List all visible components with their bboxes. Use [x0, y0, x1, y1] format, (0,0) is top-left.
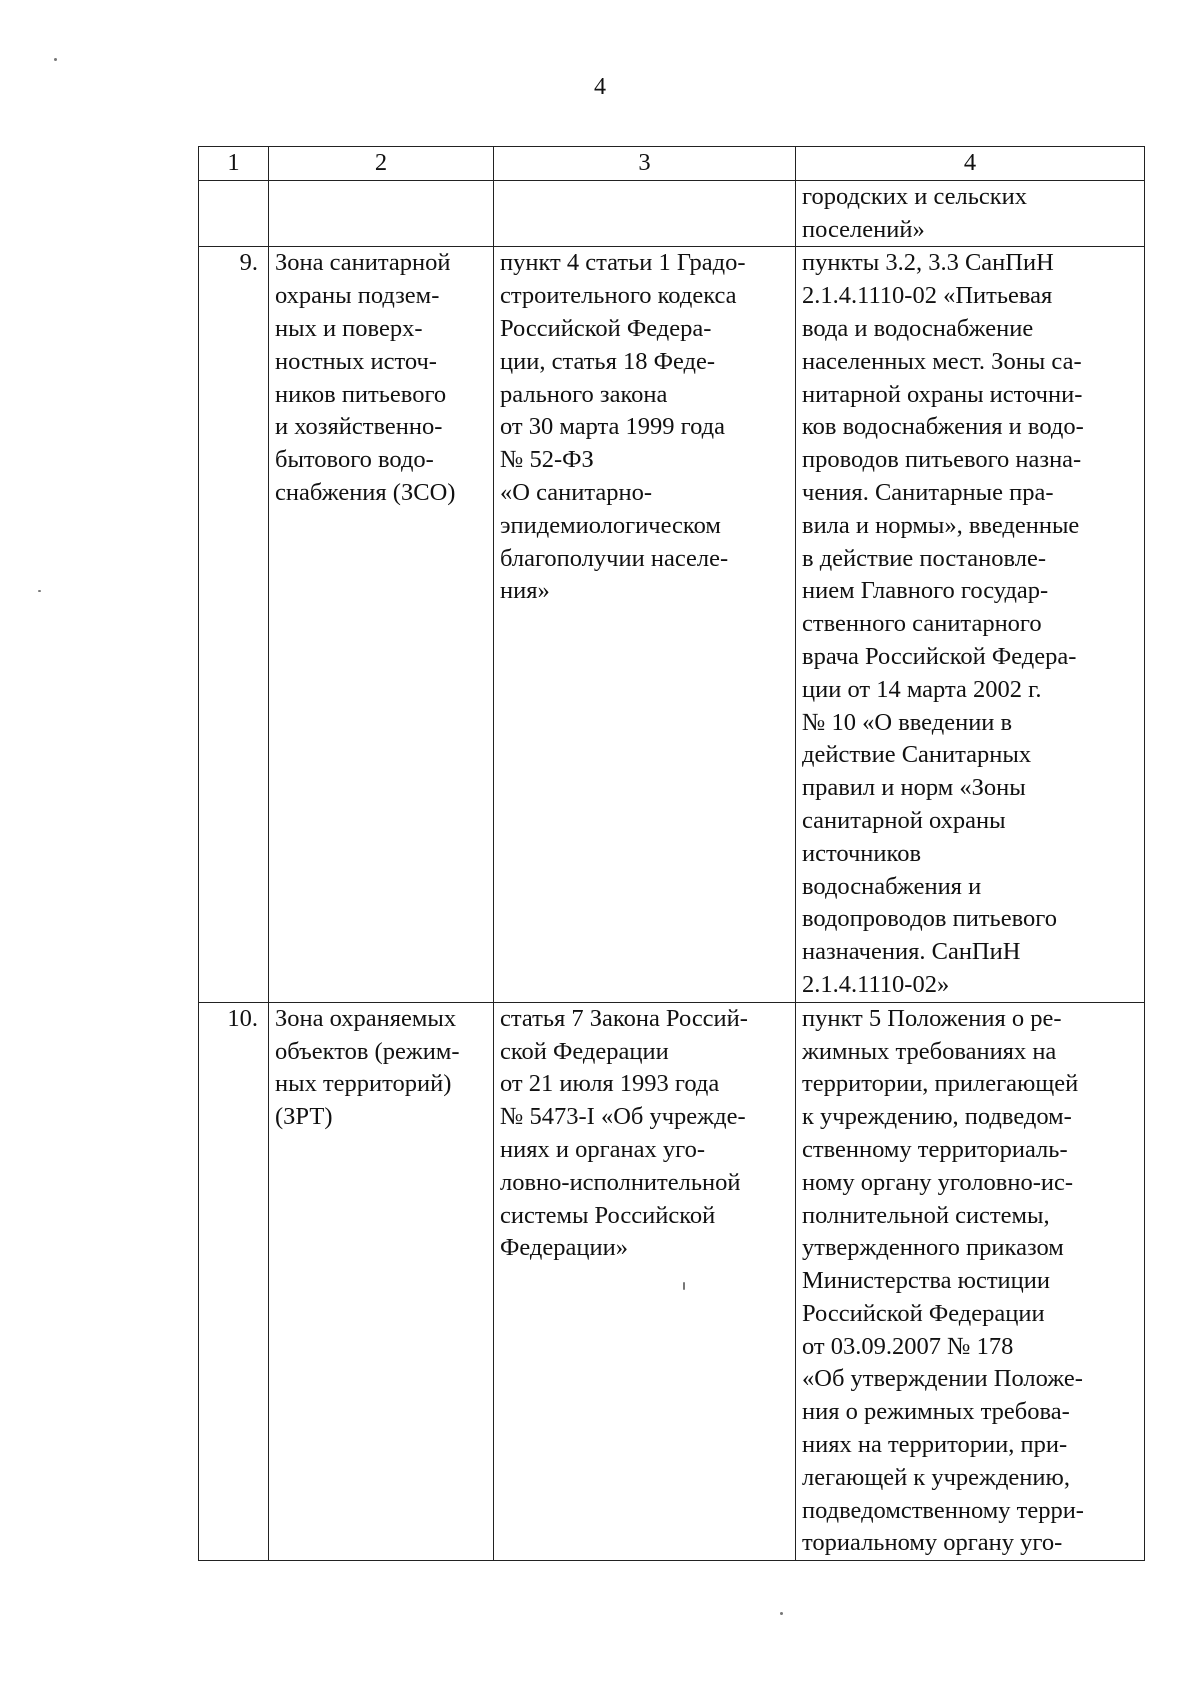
- cell-col4: [796, 247, 1145, 1002]
- scan-speck: [780, 1612, 783, 1615]
- scan-speck: [38, 590, 41, 592]
- cell-text-line: 2.1.4.1110-02 «Питьевая: [802, 282, 1053, 310]
- cell-text-line: № 5473-I «Об учрежде-: [500, 1103, 746, 1131]
- header-col-3: 3: [494, 147, 796, 181]
- cell-text-line: от 30 марта 1999 года: [500, 413, 725, 441]
- cell-text-line: Министерства юстиции: [802, 1267, 1050, 1295]
- header-col-1: 1: [199, 147, 269, 181]
- table-header-row: [199, 147, 1145, 181]
- regulation-table: [198, 146, 1145, 1561]
- cell-col4: [796, 180, 1145, 247]
- cell-text-line: ственному территориаль-: [802, 1135, 1068, 1163]
- cell-text-line: ственного санитарного: [802, 610, 1042, 638]
- cell-text-line: утвержденного приказом: [802, 1234, 1064, 1262]
- cell-text-line: ков водоснабжения и водо-: [802, 413, 1084, 441]
- cell-text-line: ния»: [500, 577, 550, 605]
- cell-text-line: эпидемиологическом: [500, 511, 721, 539]
- cell-text-line: водоснабжения и: [802, 872, 982, 900]
- row-number: 9.: [199, 247, 269, 1002]
- cell-text-line: к учреждению, подведом-: [802, 1103, 1072, 1131]
- cell-text-line: системы Российской: [500, 1201, 716, 1229]
- cell-text-line: правил и норм «Зоны: [802, 774, 1026, 802]
- cell-text-line: ториальному органу уго-: [802, 1529, 1063, 1557]
- cell-text-line: (ЗРТ): [275, 1103, 333, 1131]
- cell-text-line: вила и нормы», введенные: [802, 511, 1080, 539]
- cell-text-line: подведомственному терри-: [802, 1496, 1084, 1524]
- cell-text-line: ных территорий): [275, 1070, 452, 1098]
- cell-text-line: пункт 4 статьи 1 Градо-: [500, 249, 746, 277]
- cell-text-line: территории, прилегающей: [802, 1070, 1079, 1098]
- cell-text-line: «Об утверждении Положе-: [802, 1365, 1083, 1393]
- cell-text-line: снабжения (ЗСО): [275, 478, 456, 506]
- cell-text-line: охраны подзем-: [275, 282, 440, 310]
- cell-col3: [494, 180, 796, 247]
- cell-text-line: строительного кодекса: [500, 282, 737, 310]
- cell-text-line: ниях и органах уго-: [500, 1135, 705, 1163]
- cell-text-line: и хозяйственно-: [275, 413, 443, 441]
- table-row: [199, 1002, 1145, 1561]
- row-number: 10.: [199, 1002, 269, 1561]
- cell-text-line: действие Санитарных: [802, 741, 1032, 769]
- cell-text-line: рального закона: [500, 380, 668, 408]
- cell-text-line: водопроводов питьевого: [802, 905, 1057, 933]
- cell-text-line: статья 7 Закона Россий-: [500, 1004, 748, 1032]
- cell-text-line: нитарной охраны источни-: [802, 380, 1083, 408]
- cell-text-line: легающей к учреждению,: [802, 1463, 1070, 1491]
- cell-text-line: жимных требованиях на: [802, 1037, 1057, 1065]
- cell-text-line: нием Главного государ-: [802, 577, 1049, 605]
- cell-text-line: № 10 «О введении в: [802, 708, 1013, 736]
- scan-speck: [54, 58, 57, 61]
- cell-col2: [269, 180, 494, 247]
- cell-text-line: чения. Санитарные пра-: [802, 478, 1054, 506]
- cell-text-line: полнительной системы,: [802, 1201, 1050, 1229]
- table-row: [199, 180, 1145, 247]
- header-col-4: 4: [796, 147, 1145, 181]
- cell-text-line: ния о режимных требова-: [802, 1398, 1070, 1426]
- cell-text-line: объектов (режим-: [275, 1037, 460, 1065]
- cell-text-line: врача Российской Федера-: [802, 642, 1077, 670]
- cell-text-line: ников питьевого: [275, 380, 447, 408]
- cell-text-line: источников: [802, 839, 922, 867]
- cell-text-line: ловно-исполнительной: [500, 1168, 741, 1196]
- cell-text-line: ному органу уголовно-ис-: [802, 1168, 1074, 1196]
- cell-text-line: от 03.09.2007 № 178: [802, 1332, 1014, 1360]
- cell-text-line: ностных источ-: [275, 347, 437, 375]
- cell-text-line: бытового водо-: [275, 446, 434, 474]
- table-row: [199, 247, 1145, 1002]
- page-number: 4: [594, 74, 606, 100]
- cell-text-line: «О санитарно-: [500, 478, 652, 506]
- header-col-2: 2: [269, 147, 494, 181]
- scan-speck: [683, 1282, 685, 1290]
- cell-text-line: в действие постановле-: [802, 544, 1046, 572]
- cell-text-line: Федерации»: [500, 1234, 628, 1262]
- cell-text-line: Российской Федерации: [802, 1299, 1045, 1327]
- cell-text-line: ции от 14 марта 2002 г.: [802, 675, 1042, 703]
- cell-text-line: ской Федерации: [500, 1037, 669, 1065]
- cell-text-line: санитарной охраны: [802, 806, 1006, 834]
- cell-text-line: благополучии населе-: [500, 544, 729, 572]
- cell-text-line: ции, статья 18 Феде-: [500, 347, 716, 375]
- cell-text-line: Зона санитарной: [275, 249, 451, 277]
- cell-text-line: ных и поверх-: [275, 314, 423, 342]
- cell-col4: [796, 1002, 1145, 1561]
- cell-text-line: ниях на территории, при-: [802, 1431, 1068, 1459]
- cell-text-line: от 21 июля 1993 года: [500, 1070, 720, 1098]
- cell-text-line: городских и сельских: [802, 182, 1028, 210]
- cell-text-line: проводов питьевого назна-: [802, 446, 1082, 474]
- cell-col3: [494, 247, 796, 1002]
- cell-text-line: населенных мест. Зоны са-: [802, 347, 1082, 375]
- cell-text-line: Зона охраняемых: [275, 1004, 457, 1032]
- cell-text-line: 2.1.4.1110-02»: [802, 970, 950, 998]
- row-number: [199, 180, 269, 247]
- cell-text-line: Российской Федера-: [500, 314, 712, 342]
- cell-text-line: пункты 3.2, 3.3 СанПиН: [802, 249, 1054, 277]
- cell-col3: [494, 1002, 796, 1561]
- cell-col2: [269, 247, 494, 1002]
- cell-col2: [269, 1002, 494, 1561]
- cell-text-line: пункт 5 Положения о ре-: [802, 1004, 1062, 1032]
- cell-text-line: № 52-ФЗ: [500, 446, 594, 474]
- cell-text-line: поселений»: [802, 215, 925, 243]
- cell-text-line: вода и водоснабжение: [802, 314, 1034, 342]
- cell-text-line: назначения. СанПиН: [802, 938, 1021, 966]
